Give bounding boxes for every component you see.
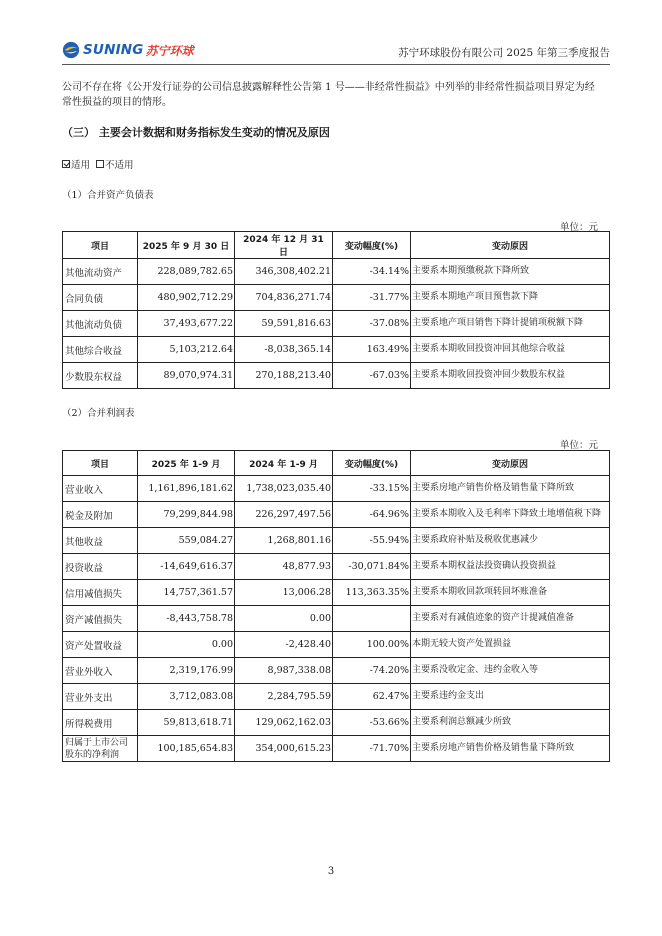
change-percent: -34.14%	[333, 259, 411, 285]
table-row	[63, 684, 610, 710]
applicable-label: 适用	[71, 160, 91, 171]
prior-value: 1,268,801.16	[235, 528, 333, 554]
row-item: 税金及附加	[63, 502, 138, 528]
income-statement-unit: 单位：元	[559, 440, 598, 451]
row-item: 其他综合收益	[63, 337, 138, 363]
prior-value: -8,038,365.14	[235, 337, 333, 363]
current-value: 79,299,844.98	[138, 502, 235, 528]
current-value: 100,185,654.83	[138, 736, 235, 762]
change-percent: -37.08%	[333, 311, 411, 337]
change-percent: -33.15%	[333, 476, 411, 502]
logo-cn-text: 苏宁环球	[145, 43, 194, 58]
table-row	[63, 363, 610, 389]
suning-logo-icon	[62, 41, 80, 59]
row-item: 资产减值损失	[63, 606, 138, 632]
prior-value: 1,738,023,035.40	[235, 476, 333, 502]
table-row	[63, 736, 610, 762]
prior-value: 270,188,213.40	[235, 363, 333, 389]
prior-value: 0.00	[235, 606, 333, 632]
change-reason: 主要系房地产销售价格及销售量下降所致	[411, 736, 610, 762]
balance-sheet-title: （1）合并资产负债表	[62, 190, 154, 201]
change-reason: 主要系地产项目销售下降计提销项税额下降	[411, 311, 610, 337]
row-item: 其他收益	[63, 528, 138, 554]
current-value: 5,103,212.64	[138, 337, 235, 363]
change-reason: 主要系违约金支出	[411, 684, 610, 710]
applicability-options	[62, 157, 134, 171]
change-percent: -30,071.84%	[333, 554, 411, 580]
prior-value: 704,836,271.74	[235, 285, 333, 311]
table-row	[63, 658, 610, 684]
row-item: 营业外收入	[63, 658, 138, 684]
change-percent: -31.77%	[333, 285, 411, 311]
row-item: 营业收入	[63, 476, 138, 502]
current-value: 1,161,896,181.62	[138, 476, 235, 502]
change-percent: -55.94%	[333, 528, 411, 554]
row-item: 营业外支出	[63, 684, 138, 710]
change-percent: -74.20%	[333, 658, 411, 684]
page-header	[62, 38, 610, 65]
change-reason: 主要系本期预缴税款下降所致	[411, 259, 610, 285]
prior-value: 354,000,615.23	[235, 736, 333, 762]
table-row	[63, 476, 610, 502]
prior-value: 8,987,338.08	[235, 658, 333, 684]
column-header: 项目	[63, 232, 138, 259]
current-value: 480,902,712.29	[138, 285, 235, 311]
table-row	[63, 528, 610, 554]
checked-checkbox-icon	[62, 160, 70, 168]
income-statement-table	[62, 450, 610, 762]
column-header: 变动幅度(%)	[333, 451, 411, 476]
row-item: 其他流动资产	[63, 259, 138, 285]
column-header: 变动原因	[411, 232, 610, 259]
current-value: 228,089,782.65	[138, 259, 235, 285]
change-reason: 主要系本期收回款项转回坏账准备	[411, 580, 610, 606]
table-row	[63, 259, 610, 285]
page-number: 3	[327, 866, 335, 877]
table-row	[63, 554, 610, 580]
change-reason: 主要系本期收入及毛利率下降致土地增值税下降	[411, 502, 610, 528]
current-value: 89,070,974.31	[138, 363, 235, 389]
prior-value: 13,006.28	[235, 580, 333, 606]
change-reason: 主要系房地产销售价格及销售量下降所致	[411, 476, 610, 502]
prior-value: 346,308,402.21	[235, 259, 333, 285]
change-percent: 113,363.35%	[333, 580, 411, 606]
column-header: 2024 年 12 月 31 日	[235, 232, 333, 259]
change-percent: -53.66%	[333, 710, 411, 736]
table-row	[63, 632, 610, 658]
change-percent: 62.47%	[333, 684, 411, 710]
change-reason: 主要系本期权益法投资确认投资损益	[411, 554, 610, 580]
column-header: 2024 年 1-9 月	[235, 451, 333, 476]
current-value: 37,493,677.22	[138, 311, 235, 337]
current-value: 559,084.27	[138, 528, 235, 554]
not-applicable-label: 不适用	[105, 160, 134, 171]
table-row	[63, 285, 610, 311]
balance-sheet-unit: 单位：元	[559, 222, 598, 233]
column-header: 变动幅度(%)	[333, 232, 411, 259]
prior-value: 129,062,162.03	[235, 710, 333, 736]
table-row	[63, 311, 610, 337]
current-value: -14,649,616.37	[138, 554, 235, 580]
change-percent	[333, 606, 411, 632]
row-item: 归属于上市公司股东的净利润	[63, 736, 138, 762]
row-item: 合同负债	[63, 285, 138, 311]
prior-value: 2,284,795.59	[235, 684, 333, 710]
prior-value: 226,297,497.56	[235, 502, 333, 528]
change-reason: 主要系本期地产项目预售款下降	[411, 285, 610, 311]
table-header-row	[63, 451, 610, 476]
table-row	[63, 337, 610, 363]
current-value: -8,443,758.78	[138, 606, 235, 632]
logo-text: SUNING	[83, 42, 144, 58]
intro-paragraph: 公司不存在将《公开发行证券的公司信息披露解释性公告第 1 号——非经常性损益》中列举的非经常性损益项目界定为经常性损益的项目的情形。	[62, 82, 595, 108]
current-value: 14,757,361.57	[138, 580, 235, 606]
change-reason: 主要系政府补贴及税收优惠减少	[411, 528, 610, 554]
row-item: 投资收益	[63, 554, 138, 580]
income-statement-title: （2）合并利润表	[62, 408, 135, 419]
change-reason: 主要系利润总额减少所致	[411, 710, 610, 736]
column-header: 变动原因	[411, 451, 610, 476]
change-percent: -64.96%	[333, 502, 411, 528]
prior-value: -2,428.40	[235, 632, 333, 658]
change-reason: 主要系没收定金、违约金收入等	[411, 658, 610, 684]
current-value: 59,813,618.71	[138, 710, 235, 736]
change-reason: 本期无较大资产处置损益	[411, 632, 610, 658]
column-header: 项目	[63, 451, 138, 476]
report-title: 苏宁环球股份有限公司 2025 年第三季度报告	[398, 47, 610, 59]
change-reason: 主要系对有减值迹象的资产计提减值准备	[411, 606, 610, 632]
row-item: 所得税费用	[63, 710, 138, 736]
table-row	[63, 502, 610, 528]
row-item: 少数股东权益	[63, 363, 138, 389]
company-logo	[62, 40, 194, 60]
change-reason: 主要系本期收回投资冲回少数股东权益	[411, 363, 610, 389]
change-percent: -67.03%	[333, 363, 411, 389]
table-row	[63, 606, 610, 632]
current-value: 0.00	[138, 632, 235, 658]
prior-value: 59,591,816.63	[235, 311, 333, 337]
table-row	[63, 580, 610, 606]
change-percent: 163.49%	[333, 337, 411, 363]
current-value: 3,712,083.08	[138, 684, 235, 710]
unchecked-checkbox-icon	[96, 160, 104, 168]
column-header: 2025 年 9 月 30 日	[138, 232, 235, 259]
prior-value: 48,877.93	[235, 554, 333, 580]
change-percent: -71.70%	[333, 736, 411, 762]
row-item: 信用减值损失	[63, 580, 138, 606]
column-header: 2025 年 1-9 月	[138, 451, 235, 476]
row-item: 其他流动负债	[63, 311, 138, 337]
change-percent: 100.00%	[333, 632, 411, 658]
current-value: 2,319,176.99	[138, 658, 235, 684]
balance-sheet-table	[62, 231, 610, 389]
table-row	[63, 710, 610, 736]
table-header-row	[63, 232, 610, 259]
section-title: （三） 主要会计数据和财务指标发生变动的情况及原因	[62, 126, 330, 139]
change-reason: 主要系本期收回投资冲回其他综合收益	[411, 337, 610, 363]
row-item: 资产处置收益	[63, 632, 138, 658]
